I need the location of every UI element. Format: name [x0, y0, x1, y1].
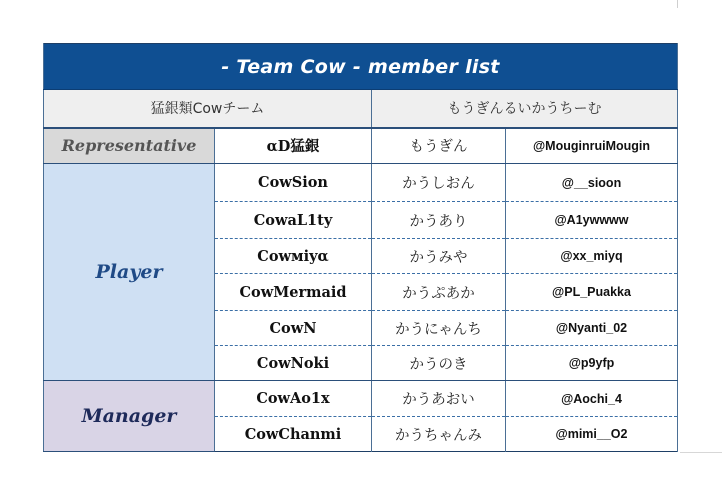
member-handle: @xx_miyq	[506, 239, 678, 274]
member-list-table	[43, 43, 678, 452]
member-reading: かうあおい	[372, 381, 506, 417]
table-title: - Team Cow - member list	[44, 44, 678, 90]
member-reading: かうぷあか	[372, 274, 506, 311]
bottom-edge-line	[680, 452, 722, 453]
team-name-kanji: 猛銀類Cowチーム	[44, 90, 372, 128]
member-handle: @Nyanti_02	[506, 311, 678, 346]
member-name: CowN	[215, 311, 372, 346]
member-handle: @A1ywwww	[506, 202, 678, 239]
member-name: CowMermaid	[215, 274, 372, 311]
member-name: CowSion	[215, 164, 372, 202]
member-reading: かうあり	[372, 202, 506, 239]
member-name: αD猛銀	[215, 128, 372, 164]
member-name: CowAo1x	[215, 381, 372, 417]
member-reading: かうにゃんち	[372, 311, 506, 346]
member-handle: @__sioon	[506, 164, 678, 202]
member-handle: @PL_Puakka	[506, 274, 678, 311]
member-handle: @MouginruiMougin	[506, 128, 678, 164]
table-row	[44, 381, 678, 417]
role-player: Player	[44, 164, 215, 381]
member-reading: かうみや	[372, 239, 506, 274]
member-reading: かうちゃんみ	[372, 417, 506, 452]
top-edge-mark	[677, 0, 678, 8]
table-row	[44, 128, 678, 164]
member-handle: @mimi__O2	[506, 417, 678, 452]
member-name: CowaL1ty	[215, 202, 372, 239]
member-name: Cowмiyα	[215, 239, 372, 274]
role-manager: Manager	[44, 381, 215, 452]
member-name: CowNoki	[215, 346, 372, 381]
member-handle: @p9yfp	[506, 346, 678, 381]
role-representative: Representative	[44, 128, 215, 164]
team-name-kana: もうぎんるいかうちーむ	[372, 90, 678, 128]
table-row	[44, 164, 678, 202]
member-reading: かうしおん	[372, 164, 506, 202]
member-reading: もうぎん	[372, 128, 506, 164]
title-row	[44, 44, 678, 90]
member-reading: かうのき	[372, 346, 506, 381]
member-name: CowChanmi	[215, 417, 372, 452]
member-handle: @Aochi_4	[506, 381, 678, 417]
team-header-row	[44, 90, 678, 128]
